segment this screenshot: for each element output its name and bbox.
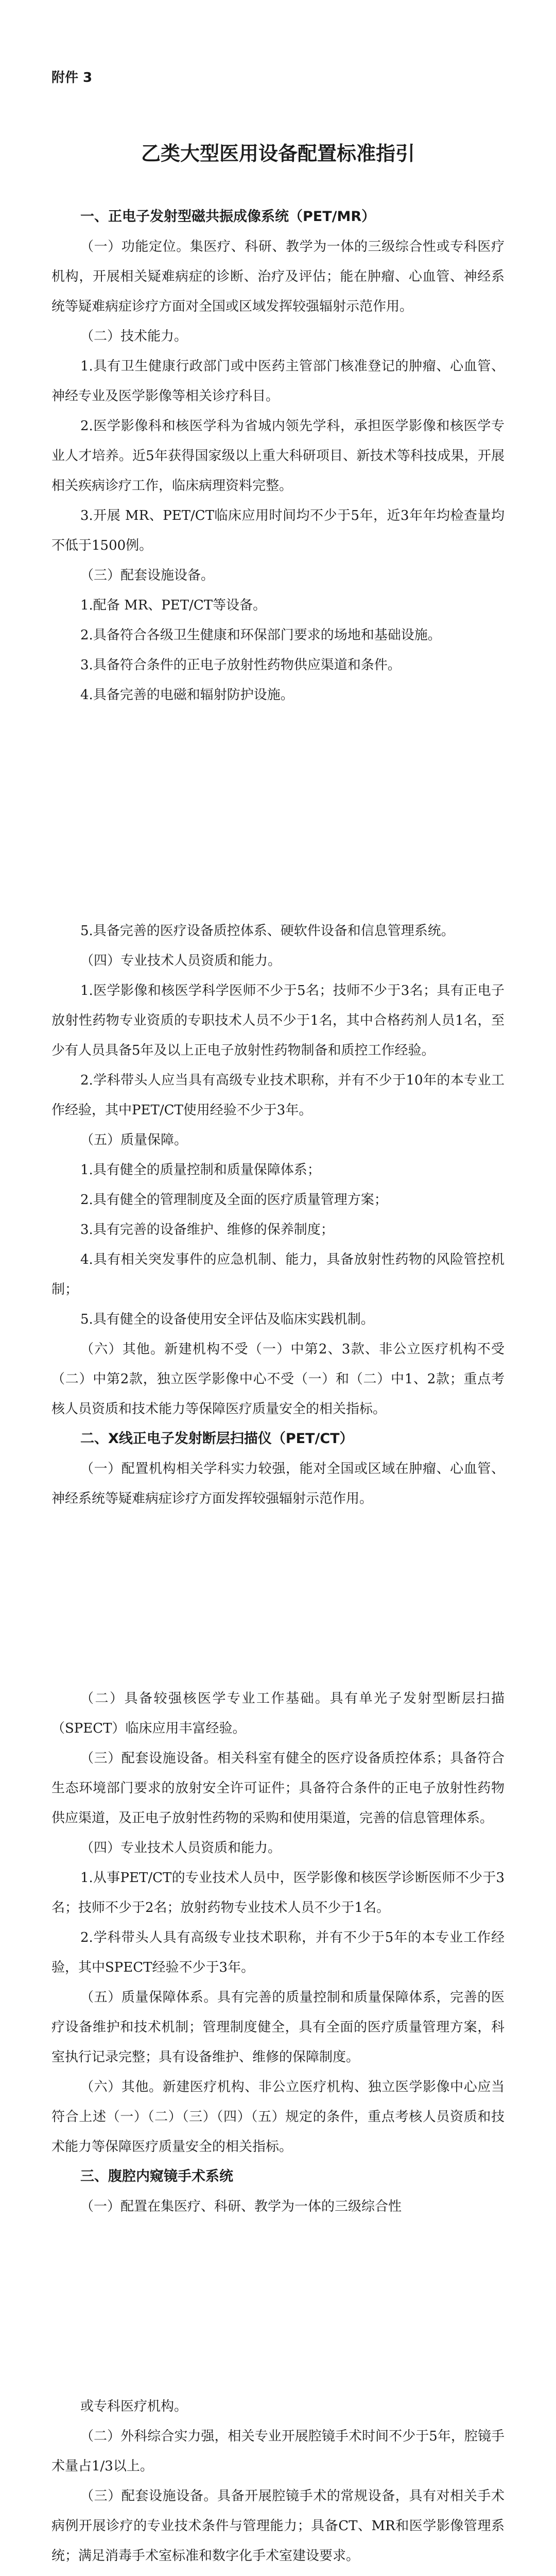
paragraph: 或专科医疗机构。	[80, 2399, 188, 2414]
paragraph: （三）配套设施设备。	[80, 568, 215, 583]
section-heading: 二、X线正电子发射断层扫描仪（PET/CT）	[80, 1431, 354, 1447]
paragraph: 3.具有完善的设备维护、维修的保养制度；	[80, 1222, 334, 1238]
paragraph: （二）外科综合实力强，相关专业开展腔镜手术时间不少于5年，腔镜手术量占1/3以上。	[51, 2429, 505, 2474]
paragraph: （二）具备较强核医学专业工作基础。具有单光子发射型断层扫描（SPECT）临床应用丰富经验。	[51, 1691, 505, 1736]
paragraph: （三）配套设施设备。相关科室有健全的医疗设备质控体系；具备符合生态环境部门要求的放射安全许可证件；具备符合条件的正电子放射性药物供应渠道，及正电子放射性药物的采购和使用渠道，完善的信息管理体系。	[51, 1751, 505, 1826]
paragraph: 2.医学影像科和核医学科为省城内领先学科，承担医学影像和核医学专业人才培养。近5年获得国家级以上重大科研项目、新技术等科技成果，开展相关疾病诊疗工作，临床病理资料完整。	[51, 418, 505, 494]
paragraph: 1.从事PET/CT的专业技术人员中，医学影像和核医学诊断医师不少于3名；技师不少于2名；放射药物专业技术人员不少于1名。	[51, 1870, 505, 1916]
page-break-gap	[51, 2222, 505, 2392]
paragraph: 1.具有卫生健康行政部门或中医药主管部门核准登记的肿瘤、心血管、神经专业及医学影像等相关诊疗科目。	[51, 359, 505, 404]
paragraph: 4.具备完善的电磁和辐射防护设施。	[80, 687, 294, 703]
page-break-gap	[51, 710, 505, 916]
paragraph: （六）其他。新建机构不受（一）中第2、3款、非公立医疗机构不受（二）中第2款，独立医学影像中心不受（一）和（二）中1、2款；重点考核人员资质和技术能力等保障医疗质量安全的相关指标。	[51, 1342, 505, 1417]
section-heading: 一、正电子发射型磁共振成像系统（PET/MR）	[80, 209, 376, 225]
paragraph	[51, 2571, 505, 2576]
paragraph: 2.学科带头人应当具有高级专业技术职称，并有不少于10年的本专业工作经验，其中PET/CT使用经验不少于3年。	[51, 1073, 505, 1118]
section-pet-mr	[51, 202, 505, 1424]
paragraph: （四）专业技术人员资质和能力。	[80, 1840, 282, 1856]
paragraph: （五）质量保障。	[80, 1132, 188, 1148]
section-pet-ct	[51, 1424, 505, 2162]
paragraph: （一）配置机构相关学科实力较强，能对全国或区域在肿瘤、心血管、神经系统等疑难病症诊疗方面发挥较强辐射示范作用。	[51, 1461, 505, 1506]
paragraph: 4.具有相关突发事件的应急机制、能力，具备放射性药物的风险管控机制；	[51, 1252, 505, 1297]
section-laparoscopic	[51, 2162, 505, 2576]
paragraph: 5.具备完善的医疗设备质控体系、硬软件设备和信息管理系统。	[80, 923, 455, 939]
paragraph: 2.具有健全的管理制度及全面的医疗质量管理方案；	[80, 1192, 388, 1208]
paragraph: （六）其他。新建医疗机构、非公立医疗机构、独立医学影像中心应当符合上述（一）（二）（三）（四）（五）规定的条件，重点考核人员资质和技术能力等保障医疗质量安全的相关指标。	[51, 2079, 505, 2155]
paragraph: 2.具备符合各级卫生健康和环保部门要求的场地和基础设施。	[80, 628, 441, 643]
paragraph: （五）质量保障体系。具有完善的质量控制和质量保障体系，完善的医疗设备维护和技术机制；管理制度健全，具有全面的医疗质量管理方案，科室执行记录完整；具有设备维护、维修的保障制度。	[51, 1990, 505, 2065]
document-title: 乙类大型医用设备配置标准指引	[141, 142, 415, 165]
paragraph: 3.开展 MR、PET/CT临床应用时间均不少于5年，近3年年均检查量均不低于1500例。	[51, 508, 505, 553]
paragraph: 1.具有健全的质量控制和质量保障体系；	[80, 1162, 321, 1178]
paragraph: （二）技术能力。	[80, 329, 188, 344]
page-break-gap	[51, 1514, 505, 1684]
section-heading: 三、腹腔内窥镜手术系统	[80, 2168, 233, 2184]
paragraph: 2.学科带头人具有高级专业技术职称，并有不少于5年的本专业工作经验，其中SPECT经验不少于3年。	[51, 1930, 505, 1975]
paragraph: （四）专业技术人员资质和能力。	[80, 953, 282, 969]
paragraph: （一）功能定位。集医疗、科研、教学为一体的三级综合性或专科医疗机构，开展相关疑难病症的诊断、治疗及评估；能在肿瘤、心血管、神经系统等疑难病症诊疗方面对全国或区域发挥较强辐射示范作用。	[51, 239, 505, 314]
paragraph: 1.医学影像和核医学科学医师不少于5名；技师不少于3名；具有正电子放射性药物专业资质的专职技术人员不少于1名，其中合格药剂人员1名，至少有人员具备5年及以上正电子放射性药物制备和质控工作经验。	[51, 983, 505, 1058]
paragraph: （三）配套设施设备。具备开展腔镜手术的常规设备，具有对相关手术病例开展诊疗的专业技术条件与管理能力；具备CT、MR和医学影像管理系统；满足消毒手术室标准和数字化手术室建设要求。	[51, 2488, 505, 2564]
annex-label: 附件 3	[51, 70, 93, 86]
paragraph: 1.配备 MR、PET/CT等设备。	[80, 598, 267, 613]
paragraph: （一）配置在集医疗、科研、教学为一体的三级综合性	[80, 2199, 402, 2214]
paragraph: 3.具备符合条件的正电子放射性药物供应渠道和条件。	[80, 657, 401, 673]
paragraph: 5.具有健全的设备使用安全评估及临床实践机制。	[80, 1312, 374, 1327]
